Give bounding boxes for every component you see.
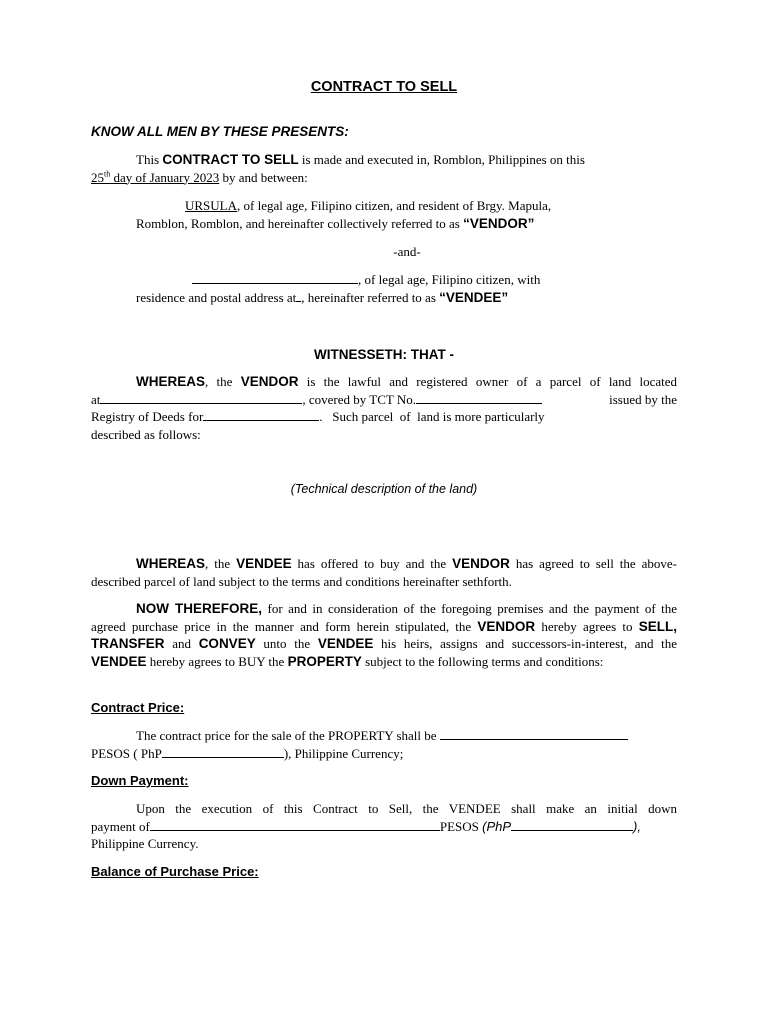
whereas2-t4: above-described parcel of land subject to the terms and conditions hereinafter sethforth.: [91, 556, 678, 589]
contract-price-heading: Contract Price:: [91, 700, 185, 715]
whereas1-vendor: VENDOR: [240, 374, 299, 389]
down-payment-php: (PhP: [482, 818, 512, 834]
contract-price-t2: PESOS ( PhP: [91, 745, 162, 761]
vendee-name-blank: [192, 271, 358, 284]
vendee-paragraph: [136, 271, 632, 306]
vendee-text2b: , hereinafter referred to as: [301, 289, 436, 305]
whereas2-t3: has agreed to sell the: [515, 556, 636, 571]
intro-date-rest: day of January 2023: [113, 169, 220, 185]
down-payment-line2: [91, 818, 677, 836]
down-payment-php-blank: [511, 818, 633, 831]
whereas2-t1: , the: [205, 556, 231, 571]
down-payment-heading: Down Payment:: [91, 773, 189, 788]
down-payment-t1: Upon the execution of this Contract to Sell, the VENDEE shall make an initial down: [136, 801, 677, 816]
balance-heading: Balance of Purchase Price:: [91, 864, 259, 879]
whereas2-t2: has offered to buy and the: [297, 556, 447, 571]
now-therefore-vendee: VENDEE: [317, 636, 374, 651]
now-therefore-t6: subject to the following terms and conditions:: [365, 653, 604, 669]
intro-end: by and between:: [222, 169, 308, 185]
now-therefore-paragraph: [91, 600, 677, 670]
intro-contract-name: CONTRACT TO SELL: [162, 152, 299, 167]
down-payment-t4: ),: [633, 818, 641, 834]
technical-description: (Technical description of the land): [290, 482, 478, 496]
vendee-label: “VENDEE”: [439, 289, 509, 305]
contract-price-line1: [91, 727, 677, 745]
whereas2-label: WHEREAS: [136, 556, 206, 571]
vendee-text1: , of legal age, Filipino citizen, with: [358, 272, 541, 287]
witnesseth-heading: WITNESSETH: THAT -: [314, 347, 454, 362]
intro-date: [91, 170, 219, 185]
whereas2-vendee: VENDEE: [236, 556, 292, 571]
vendor-text2: Romblon, Romblon, and hereinafter collectively referred to as: [136, 215, 460, 231]
intro-paragraph: [91, 151, 677, 186]
whereas1-t3: , covered by TCT No.: [302, 391, 417, 407]
now-therefore-t3: unto the: [263, 636, 311, 651]
whereas1-tct-blank: [416, 391, 542, 404]
contract-price-amount-blank: [440, 727, 628, 740]
now-therefore-label: NOW THEREFORE,: [136, 601, 262, 616]
vendor-label: “VENDOR”: [463, 215, 535, 231]
preamble: KNOW ALL MEN BY THESE PRESENTS:: [91, 124, 349, 139]
contract-price-t1: The contract price for the sale of the PROPERTY shall be: [136, 728, 437, 743]
now-therefore-t4: his heirs, assigns and successors-in-interest, and the: [381, 636, 678, 651]
whereas1-t6: . Such parcel of land is more particularly: [319, 409, 545, 424]
intro-day: 25: [91, 169, 104, 185]
now-therefore-and: and: [172, 636, 191, 651]
whereas1-t4: issued by the: [609, 391, 677, 407]
down-payment-paragraph: [91, 800, 677, 853]
intro-mid: is made and executed in, Romblon, Philippines on this: [301, 152, 585, 167]
contract-price-php-blank: [162, 745, 284, 758]
down-payment-t5: Philippine Currency.: [91, 836, 199, 851]
whereas1-t5: Registry of Deeds for: [91, 409, 204, 424]
whereas1-at: at: [91, 391, 101, 407]
now-therefore-vendor: VENDOR: [477, 618, 536, 634]
whereas1-t7: described as follows:: [91, 426, 201, 442]
whereas1-line3: [91, 408, 677, 426]
whereas1-line1: [91, 373, 677, 391]
vendee-text2: residence and postal address at: [136, 289, 297, 305]
now-therefore-vendee2: VENDEE: [91, 653, 147, 669]
whereas1-location-blank: [100, 391, 302, 404]
whereas1-t2: is the lawful and registered owner of a parcel of land located: [306, 374, 677, 389]
contract-price-t3: ), Philippine Currency;: [283, 745, 404, 761]
down-payment-amount-blank: [150, 818, 440, 831]
whereas1-paragraph: [91, 373, 677, 443]
vendor-name: URSULA: [185, 198, 238, 213]
down-payment-t2: payment of: [91, 818, 150, 834]
now-therefore-convey: CONVEY: [198, 636, 256, 651]
whereas1-label: WHEREAS: [136, 374, 206, 389]
now-therefore-t1: for and in consideration of the foregoing premises and the payment of the agreed purchase price in the manner and form herein stipulated, the: [91, 601, 678, 634]
contract-price-line2: [91, 745, 677, 763]
vendor-paragraph: [136, 197, 632, 232]
intro-day-sup: th: [104, 169, 111, 179]
now-therefore-t2: hereby agrees to: [541, 618, 633, 634]
now-therefore-sell-transfer: SELL, TRANSFER: [91, 618, 677, 651]
whereas1-registry-blank: [203, 408, 319, 421]
and-separator: -and-: [393, 244, 421, 259]
vendor-text1: , of legal age, Filipino citizen, and resident of Brgy. Mapula,: [237, 198, 552, 213]
now-therefore-t5: hereby agrees to BUY the: [149, 653, 285, 669]
whereas2-vendor: VENDOR: [452, 556, 510, 571]
contract-price-paragraph: [91, 727, 677, 762]
document-title: CONTRACT TO SELL: [310, 79, 458, 95]
down-payment-t3: PESOS: [439, 818, 479, 834]
intro-pre: This: [136, 152, 160, 167]
whereas2-paragraph: [91, 555, 677, 590]
now-therefore-property: PROPERTY: [287, 653, 362, 669]
whereas1-line2: [91, 391, 677, 409]
whereas1-t1: , the: [205, 374, 233, 389]
